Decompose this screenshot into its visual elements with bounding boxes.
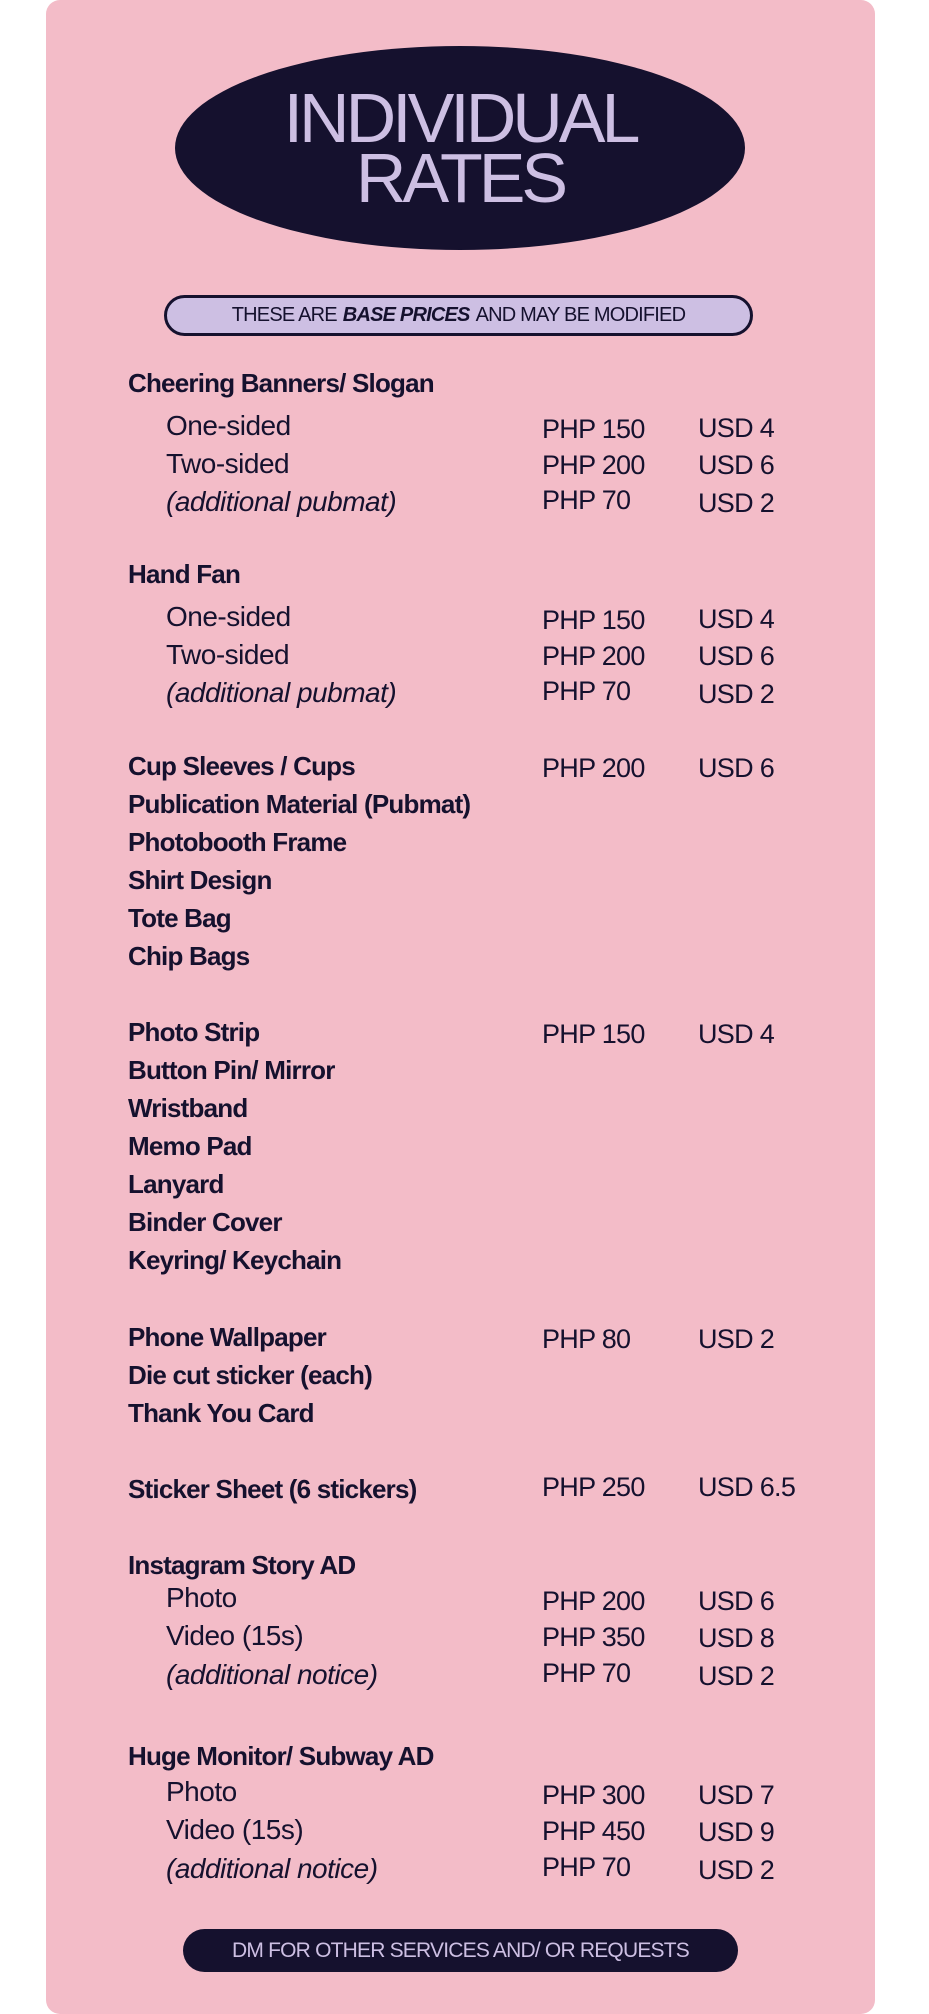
- monitor-video-php: PHP 450: [542, 1816, 645, 1846]
- item-pubmat: Publication Material (Pubmat): [128, 789, 471, 819]
- instagram-additional-usd: USD 2: [698, 1661, 775, 1691]
- hand-fan-two-sided-php: PHP 200: [542, 641, 645, 671]
- hand-fan-two-sided-label: Two-sided: [166, 639, 290, 670]
- item-lanyard: Lanyard: [128, 1169, 224, 1199]
- item-cup-sleeves: Cup Sleeves / Cups: [128, 751, 355, 781]
- cheering-two-sided-usd: USD 6: [698, 450, 775, 480]
- hand-fan-heading: Hand Fan: [128, 559, 241, 589]
- cheering-additional-php: PHP 70: [542, 485, 631, 515]
- group200-usd: USD 6: [698, 753, 775, 783]
- item-phone-wallpaper: Phone Wallpaper: [128, 1322, 326, 1352]
- price-list: [46, 0, 875, 2014]
- monitor-heading: Huge Monitor/ Subway AD: [128, 1741, 434, 1771]
- item-die-cut-sticker: Die cut sticker (each): [128, 1360, 372, 1390]
- hand-fan-one-sided-php: PHP 150: [542, 605, 645, 635]
- cheering-two-sided-label: Two-sided: [166, 448, 290, 479]
- cheering-one-sided-php: PHP 150: [542, 414, 645, 444]
- monitor-video-usd: USD 9: [698, 1817, 775, 1847]
- instagram-video-label: Video (15s): [166, 1620, 304, 1651]
- hand-fan-additional-usd: USD 2: [698, 679, 775, 709]
- group150-php: PHP 150: [542, 1019, 645, 1049]
- notice-before: THESE ARE: [231, 304, 337, 326]
- hand-fan-additional-label: (additional pubmat): [166, 677, 397, 708]
- monitor-photo-php: PHP 300: [542, 1780, 645, 1810]
- instagram-photo-label: Photo: [166, 1582, 237, 1613]
- item-keyring: Keyring/ Keychain: [128, 1245, 342, 1275]
- item-photo-strip: Photo Strip: [128, 1017, 260, 1047]
- hand-fan-one-sided-usd: USD 4: [698, 604, 775, 634]
- monitor-additional-label: (additional notice): [166, 1853, 378, 1884]
- monitor-video-label: Video (15s): [166, 1814, 304, 1845]
- title-line-2: RATES: [355, 139, 565, 217]
- instagram-photo-php: PHP 200: [542, 1586, 645, 1616]
- notice-bold: BASE PRICES: [342, 304, 470, 326]
- instagram-video-php: PHP 350: [542, 1622, 645, 1652]
- group80-usd: USD 2: [698, 1324, 775, 1354]
- rate-card: [46, 0, 875, 2014]
- item-chip-bags: Chip Bags: [128, 941, 250, 971]
- instagram-heading: Instagram Story AD: [128, 1550, 356, 1580]
- item-button-pin: Button Pin/ Mirror: [128, 1055, 335, 1085]
- title-line-1: INDIVIDUAL: [283, 79, 637, 157]
- monitor-photo-usd: USD 7: [698, 1780, 775, 1810]
- footer-banner: DM FOR OTHER SERVICES AND/ OR REQUESTS: [183, 1929, 738, 1972]
- sticker-sheet-usd: USD 6.5: [698, 1472, 796, 1502]
- item-sticker-sheet: Sticker Sheet (6 stickers): [128, 1474, 417, 1504]
- group200-php: PHP 200: [542, 753, 645, 783]
- instagram-additional-php: PHP 70: [542, 1658, 631, 1688]
- group150-usd: USD 4: [698, 1019, 775, 1049]
- cheering-heading: Cheering Banners/ Slogan: [128, 368, 434, 398]
- item-binder-cover: Binder Cover: [128, 1207, 282, 1237]
- monitor-photo-label: Photo: [166, 1776, 237, 1807]
- cheering-additional-label: (additional pubmat): [166, 486, 397, 517]
- item-photobooth-frame: Photobooth Frame: [128, 827, 347, 857]
- monitor-additional-php: PHP 70: [542, 1852, 631, 1882]
- hand-fan-additional-php: PHP 70: [542, 676, 631, 706]
- hand-fan-one-sided-label: One-sided: [166, 601, 291, 632]
- item-tote-bag: Tote Bag: [128, 903, 231, 933]
- hand-fan-two-sided-usd: USD 6: [698, 641, 775, 671]
- instagram-photo-usd: USD 6: [698, 1586, 775, 1616]
- monitor-additional-usd: USD 2: [698, 1855, 775, 1885]
- cheering-additional-usd: USD 2: [698, 488, 775, 518]
- cheering-one-sided-usd: USD 4: [698, 413, 775, 443]
- instagram-video-usd: USD 8: [698, 1623, 775, 1653]
- item-wristband: Wristband: [128, 1093, 248, 1123]
- cheering-one-sided-label: One-sided: [166, 410, 291, 441]
- instagram-additional-label: (additional notice): [166, 1659, 378, 1690]
- item-thank-you-card: Thank You Card: [128, 1398, 314, 1428]
- sticker-sheet-php: PHP 250: [542, 1472, 645, 1502]
- item-memo-pad: Memo Pad: [128, 1131, 252, 1161]
- notice-after: AND MAY BE MODIFIED: [475, 304, 686, 326]
- item-shirt-design: Shirt Design: [128, 865, 272, 895]
- cheering-two-sided-php: PHP 200: [542, 450, 645, 480]
- group80-php: PHP 80: [542, 1324, 631, 1354]
